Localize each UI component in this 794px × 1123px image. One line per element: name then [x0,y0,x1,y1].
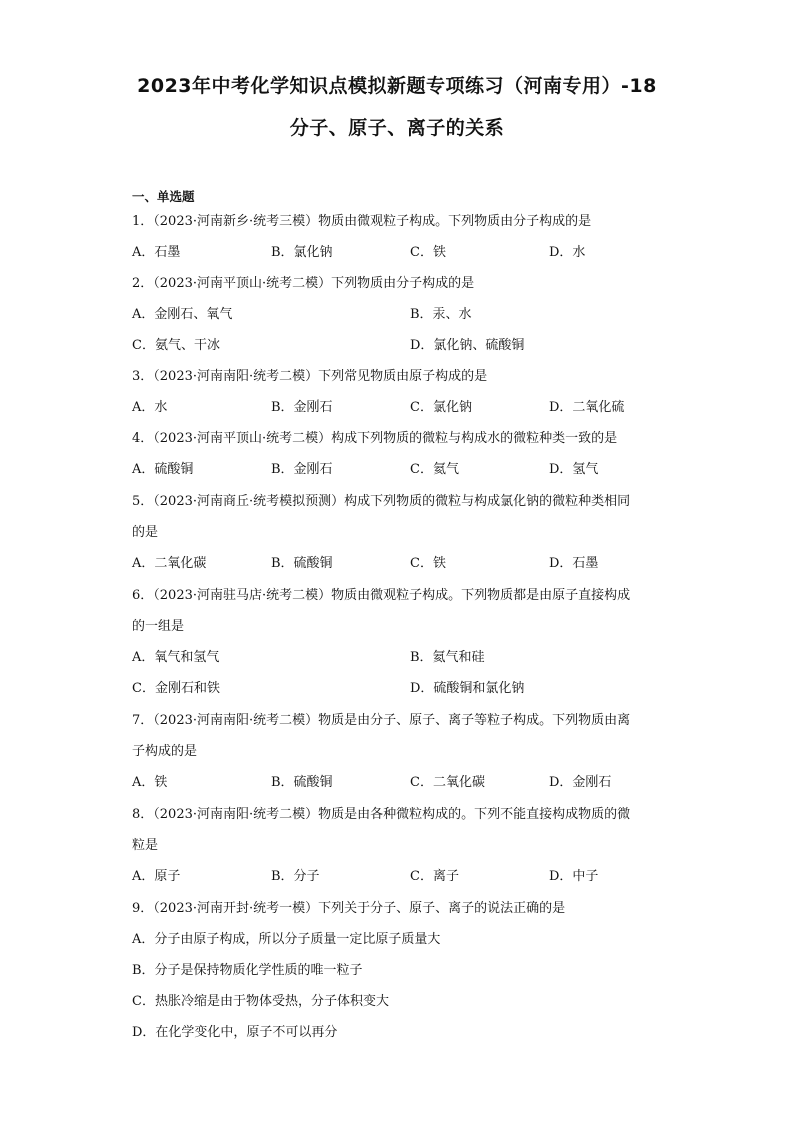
option-b[interactable]: B．金刚石 [271,400,333,415]
option-c[interactable]: C．铁 [410,245,446,260]
option-d[interactable]: D．中子 [549,869,599,884]
option-b[interactable]: B．硫酸铜 [271,556,333,571]
option-d[interactable]: D．二氧化硫 [549,400,625,415]
option-d[interactable]: D．氯化钠、硫酸铜 [410,338,525,353]
question-8-stem-cont: 粒是 [132,838,159,853]
option-c[interactable]: C．氨气、干冰 [132,338,220,353]
question-9-option-d[interactable]: D．在化学变化中，原子不可以再分 [132,1025,338,1040]
question-3-stem: 3．（2023·河南南阳·统考二模）下列常见物质由原子构成的是 [132,369,488,384]
question-6-stem: 6．（2023·河南驻马店·统考二模）物质由微观粒子构成。下列物质都是由原子直接构成 [132,588,631,603]
option-d[interactable]: D．石墨 [549,556,599,571]
option-d[interactable]: D．水 [549,245,586,260]
option-b[interactable]: B．硫酸铜 [271,775,333,790]
option-a[interactable]: A．硫酸铜 [132,462,194,477]
option-a[interactable]: A．氧气和氢气 [132,650,220,665]
option-a[interactable]: A．水 [132,400,168,415]
option-a[interactable]: A．铁 [132,775,168,790]
section-heading: 一、单选题 [132,189,195,204]
option-b[interactable]: B．分子 [271,869,320,884]
question-8-options [132,861,672,892]
document-subtitle: 分子、原子、离子的关系 [289,117,505,139]
question-6-stem-cont: 的一组是 [132,619,185,634]
question-9-option-b[interactable]: B．分子是保持物质化学性质的唯一粒子 [132,963,363,978]
option-d[interactable]: D．金刚石 [549,775,612,790]
option-a[interactable]: A．金刚石、氧气 [132,307,233,322]
option-d[interactable]: D．硫酸铜和氯化钠 [410,681,525,696]
option-c[interactable]: C．离子 [410,869,459,884]
question-7-options [132,767,672,798]
option-c[interactable]: C．二氧化碳 [410,775,485,790]
option-c[interactable]: C．金刚石和铁 [132,681,220,696]
question-4-stem: 4．（2023·河南平顶山·统考二模）构成下列物质的微粒与构成水的微粒种类一致的是 [132,431,618,446]
question-7-stem: 7．（2023·河南南阳·统考二模）物质是由分子、原子、离子等粒子构成。下列物质由离 [132,713,631,728]
document-title: 2023年中考化学知识点模拟新题专项练习（河南专用）-18 [137,75,657,97]
option-b[interactable]: B．氦气和硅 [410,650,485,665]
question-2-stem: 2．（2023·河南平顶山·统考二模）下列物质由分子构成的是 [132,276,475,291]
option-c[interactable]: C．氦气 [410,462,459,477]
question-3-options [132,392,672,423]
option-c[interactable]: C．氯化钠 [410,400,472,415]
question-6-options-row1 [132,642,672,673]
option-a[interactable]: A．石墨 [132,245,181,260]
question-5-stem-cont: 的是 [132,525,159,540]
question-9-stem: 9．（2023·河南开封·统考一模）下列关于分子、原子、离子的说法正确的是 [132,901,566,916]
option-c[interactable]: C．铁 [410,556,446,571]
question-8-stem: 8．（2023·河南南阳·统考二模）物质是由各种微粒构成的。下列不能直接构成物质的微 [132,807,631,822]
question-9-option-c[interactable]: C．热胀冷缩是由于物体受热，分子体积变大 [132,994,389,1009]
question-2-options-row2 [132,330,672,361]
option-a[interactable]: A．二氧化碳 [132,556,207,571]
question-6-options-row2 [132,673,672,704]
question-5-stem: 5．（2023·河南商丘·统考模拟预测）构成下列物质的微粒与构成氯化钠的微粒种类相同 [132,494,631,509]
option-b[interactable]: B．汞、水 [410,307,472,322]
question-9-option-a[interactable]: A．分子由原子构成，所以分子质量一定比原子质量大 [132,932,441,947]
option-b[interactable]: B．金刚石 [271,462,333,477]
question-4-options [132,454,672,485]
option-d[interactable]: D．氢气 [549,462,599,477]
question-1-options [132,237,672,268]
option-b[interactable]: B．氯化钠 [271,245,333,260]
question-7-stem-cont: 子构成的是 [132,744,198,759]
question-1-stem: 1．（2023·河南新乡·统考三模）物质由微观粒子构成。下列物质由分子构成的是 [132,214,592,229]
question-5-options [132,548,672,579]
question-2-options-row1 [132,299,672,330]
option-a[interactable]: A．原子 [132,869,181,884]
